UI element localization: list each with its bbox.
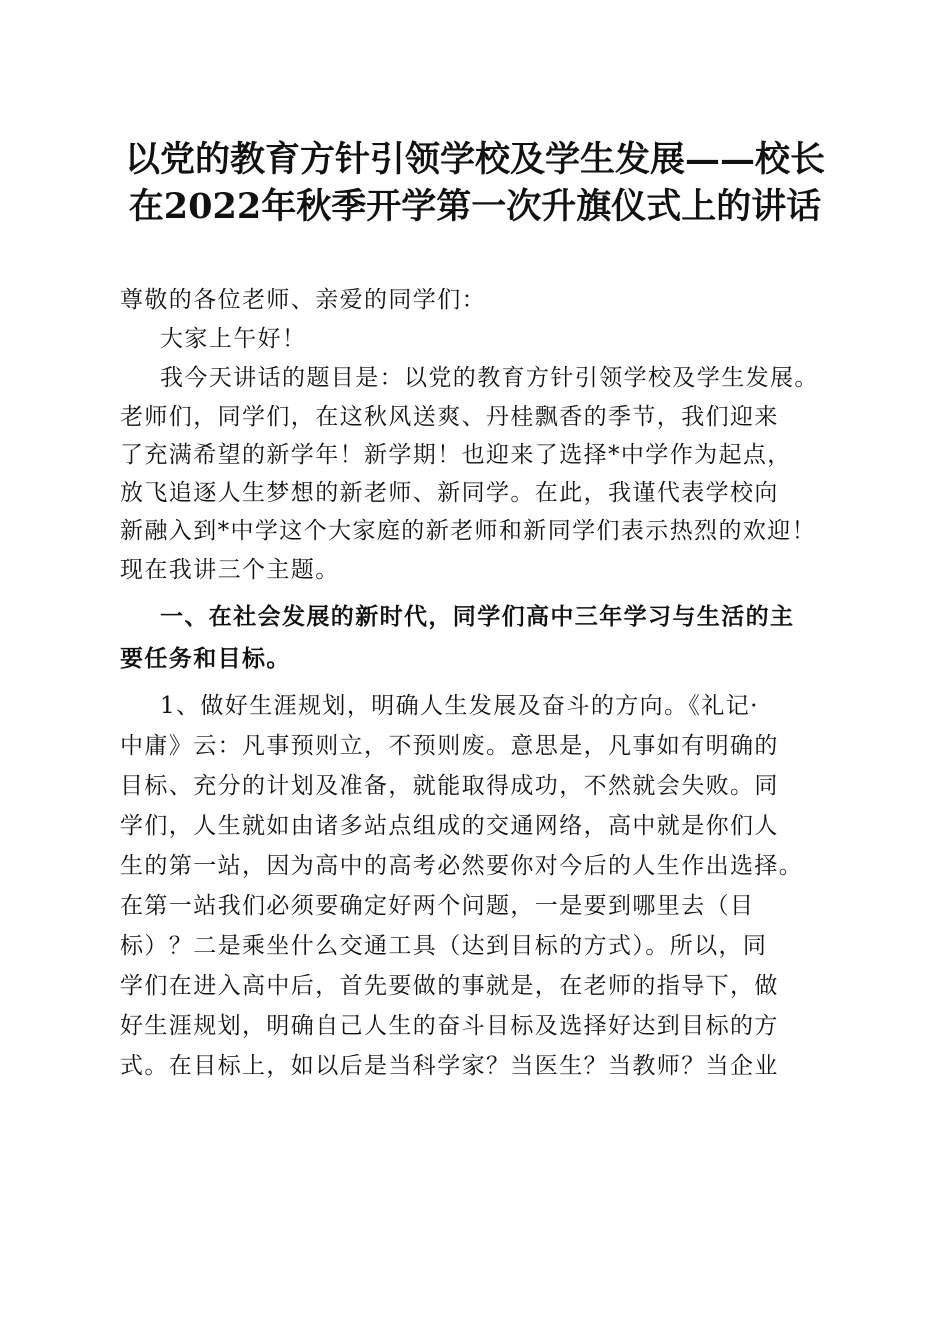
- intro-line: 了充满希望的新学年！新学期！也迎来了选择*中学作为起点，: [120, 442, 792, 468]
- intro-line: 老师们，同学们，在这秋风送爽、丹桂飘香的季节，我们迎来: [120, 404, 779, 430]
- section-heading-1: [120, 596, 832, 680]
- paragraph-line: 中庸》云：凡事预则立，不预则废。意思是，凡事如有明确的: [120, 733, 779, 759]
- heading-line: 一、在社会发展的新时代，同学们高中三年学习与生活的主: [160, 603, 795, 630]
- intro-line: 放飞追逐人生梦想的新老师、新同学。在此，我谨代表学校向: [120, 480, 779, 506]
- paragraph-line: 目标、充分的计划及准备，就能取得成功，不然就会失败。同: [120, 773, 779, 799]
- intro-paragraph: [120, 359, 832, 590]
- intro-line: 新融入到*中学这个大家庭的新老师和新同学们表示热烈的欢迎！: [120, 518, 817, 544]
- salutation: 尊敬的各位老师、亲爱的同学们：: [120, 287, 486, 313]
- paragraph-line: 生的第一站，因为高中的高考必然要你对今后的人生作出选择。: [120, 853, 804, 879]
- intro-line: 我今天讲话的题目是：以党的教育方针引领学校及学生发展。: [160, 365, 819, 391]
- greeting: 大家上午好！: [160, 326, 307, 352]
- paragraph-line: 学们在进入高中后，首先要做的事就是，在老师的指导下，做: [120, 973, 779, 999]
- document-title: [100, 136, 850, 230]
- heading-line: 要任务和目标。: [120, 645, 291, 672]
- paragraph-line: 学们，人生就如由诸多站点组成的交通网络，高中就是你们人: [120, 813, 779, 839]
- intro-line: 现在我讲三个主题。: [120, 557, 340, 583]
- title-line-1: 以党的教育方针引领学校及学生发展——校长: [124, 139, 825, 180]
- title-line-2: 在2022年秋季开学第一次升旗仪式上的讲话: [128, 186, 822, 227]
- paragraph-line: 1、做好生涯规划，明确人生发展及奋斗的方向。《礼记·: [160, 693, 759, 719]
- paragraph-line: 在第一站我们必须要确定好两个问题，一是要到哪里去（目: [120, 893, 755, 919]
- paragraph-line: 标）？二是乘坐什么交通工具（达到目标的方式）。所以，同: [120, 933, 768, 959]
- document-body: [120, 281, 832, 1086]
- paragraph-line: 式。在目标上，如以后是当科学家？当医生？当教师？当企业: [120, 1053, 779, 1079]
- paragraph-line: 好生涯规划，明确自己人生的奋斗目标及选择好达到目标的方: [120, 1013, 779, 1039]
- paragraph-1: [120, 686, 832, 1086]
